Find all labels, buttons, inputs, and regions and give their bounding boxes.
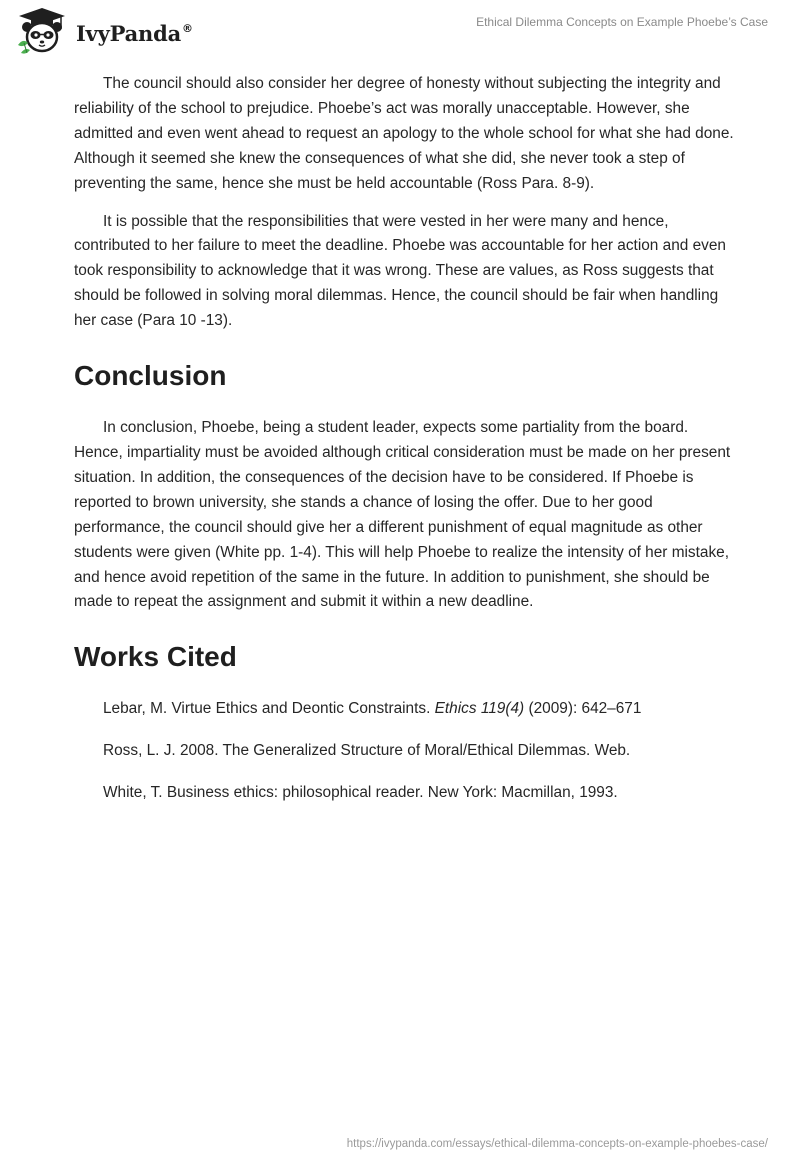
ivypanda-logo[interactable]	[14, 7, 193, 55]
citation-text: Ross, L. J. 2008. The Generalized Structure of Moral/Ethical Dilemmas. Web.	[103, 742, 631, 760]
citation-item	[103, 739, 734, 763]
citation-text: Lebar, M. Virtue Ethics and Deontic Constraints.	[103, 700, 435, 718]
citation-text: White, T. Business ethics: philosophical reader. New York: Macmillan, 1993.	[103, 784, 618, 802]
page-header	[0, 0, 800, 60]
brand-name	[76, 21, 193, 46]
conclusion-paragraph: In conclusion, Phoebe, being a student leader, expects some partiality from the board. Hence, impartiality must be avoided although critical consideration must be made on her present situation. In addition, the consequences of the decision have to be considered. If Phoebe is reported to brown university, she stands a chance of losing the offer. Due to her good performance, the council should give her a different punishment of equal magnitude as other students were given (White pp. 1-4). This will help Phoebe to realize the intensity of her mistake, and hence avoid repetition of the same in the future. In addition to punishment, she should be made to repeat the assignment and submit it within a new deadline.	[74, 419, 731, 611]
citation-journal: Ethics 119(4)	[434, 700, 525, 718]
brand-name-text: IvyPanda	[76, 20, 182, 46]
works-cited-list	[74, 697, 734, 805]
citation-details: (2009): 642–671	[524, 700, 642, 718]
source-url[interactable]: https://ivypanda.com/essays/ethical-dilemma-concepts-on-example-phoebes-case/	[346, 1138, 768, 1150]
body-paragraph: It is possible that the responsibilities that were vested in her were many and hence, contributed to her failure to meet the deadline. Phoebe was accountable for her action and even took responsibility to acknowledge that it was wrong. These are values, as Ross suggests that should be followed in solving moral dilemmas. Hence, the council should be fair when handling her case (Para 10 -13).	[74, 212, 726, 330]
works-cited-heading: Works Cited	[74, 641, 237, 673]
body-paragraph: The council should also consider her degree of honesty without subjecting the integrity and reliability of the school to prejudice. Phoebe’s act was morally unacceptable. However, she admitted and even went ahead to request an apology to the whole school for what she had done. Although it seemed she knew the consequences of what she did, she never took a step of preventing the same, hence she must be held accountable (Ross Para. 8-9).	[74, 75, 734, 192]
registered-mark: ®	[182, 21, 193, 35]
document-title: Ethical Dilemma Concepts on Example Phoebe’s Case	[476, 15, 768, 29]
conclusion-heading: Conclusion	[74, 360, 227, 392]
citation-item	[103, 781, 734, 805]
citation-item	[103, 697, 734, 721]
essay-content	[74, 72, 734, 823]
panda-graduate-icon	[14, 7, 70, 55]
